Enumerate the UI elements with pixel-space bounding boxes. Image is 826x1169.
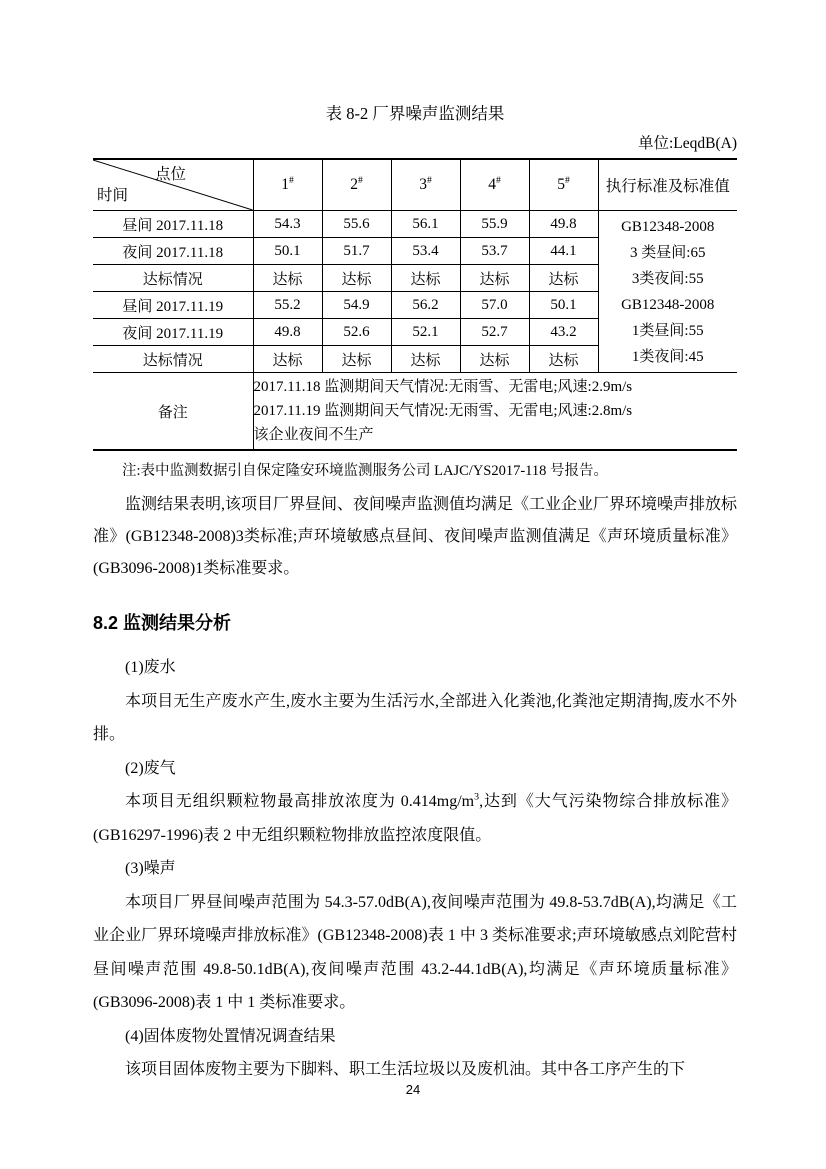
standards-cell (598, 211, 737, 373)
row-label: 夜间 2017.11.19 (93, 319, 253, 346)
table-cell: 53.7 (460, 238, 529, 265)
corner-label-time: 时间 (97, 187, 129, 204)
table-title: 表 8-2 厂界噪声监测结果 (325, 104, 505, 123)
item-title-noise: (3)噪声 (125, 860, 176, 877)
remark-content (253, 373, 737, 451)
table-cell: 49.8 (253, 319, 322, 346)
item-body-noise: 本项目厂界昼间噪声范围为 54.3-57.0dB(A),夜间噪声范围为 49.8-53.7dB(A),均满足《工业企业厂界环境噪声排放标准》(GB12348-2008)表 1 中 3 类标准要求;声环境敏感点刘陀营村昼间噪声范围 49.8-50.1dB(A),夜间噪声范围 43.2-44.1dB(A),均满足《声环境质量标准》(GB3096-2008)表 1 中 1 类标准要求。 (93, 893, 737, 1011)
table-footnote: 注:表中监测数据引自保定隆安环境监测服务公司 LAJC/YS2017-118 号报告。 (122, 463, 609, 479)
table-cell: 达标 (391, 265, 460, 292)
remark-label: 备注 (157, 404, 188, 421)
unit-label: 单位:LeqdB(A) (637, 135, 737, 152)
remark-line: 2017.11.19 监测期间天气情况:无雨雪、无雷电;风速:2.8m/s (253, 403, 633, 419)
table-cell: 达标 (460, 346, 529, 373)
remark-line: 该企业夜间不生产 (253, 427, 374, 443)
table-cell: 50.1 (529, 292, 598, 319)
table-cell: 52.6 (322, 319, 391, 346)
hash-superscript: # (564, 174, 570, 186)
column-header-2: 2# (322, 159, 391, 211)
table-cell: 52.7 (460, 319, 529, 346)
table-cell: 57.0 (460, 292, 529, 319)
table-cell: 达标 (460, 265, 529, 292)
item-title-wastegas: (2)废气 (125, 759, 176, 777)
table-cell: 51.7 (322, 238, 391, 265)
hash-superscript: # (288, 174, 294, 186)
item-body-solidwaste: 该项目固体废物主要为下脚料、职工生活垃圾以及废机油。其中各工序产生的下 (125, 1061, 686, 1078)
standard-line: 3 类昼间:65 (630, 244, 706, 261)
remark-line: 2017.11.18 监测期间天气情况:无雨雪、无雷电;风速:2.9m/s (253, 379, 633, 395)
table-cell: 达标 (253, 265, 322, 292)
table-cell: 55.6 (322, 211, 391, 238)
row-label: 夜间 2017.11.18 (93, 238, 253, 265)
table-cell: 54.3 (253, 211, 322, 238)
table-cell: 44.1 (529, 238, 598, 265)
standard-line: GB12348-2008 (621, 296, 715, 313)
item-title-solidwaste: (4)固体废物处置情况调查结果 (125, 1027, 336, 1045)
hash-superscript: # (495, 174, 501, 186)
standard-line: 1类夜间:45 (631, 348, 704, 365)
hash-superscript: # (426, 174, 432, 186)
table-cell: 达标 (322, 265, 391, 292)
row-label: 昼间 2017.11.18 (93, 211, 253, 238)
row-label: 达标情况 (93, 265, 253, 292)
corner-label-point: 点位 (155, 166, 187, 183)
hash-superscript: # (357, 174, 363, 186)
table-cell: 达标 (529, 265, 598, 292)
table-cell: 达标 (253, 346, 322, 373)
intro-paragraph: 监测结果表明,该项目厂界昼间、夜间噪声监测值均满足《工业企业厂界环境噪声排放标准》(GB12348-2008)3类标准;声环境敏感点昼间、夜间噪声监测值满足《声环境质量标准》(GB3096-2008)1类标准要求。 (93, 496, 738, 577)
cubic-meter-superscript: 3 (474, 791, 480, 803)
table-cell: 53.4 (391, 238, 460, 265)
standard-line: 1类昼间:55 (631, 322, 704, 339)
table-corner-cell (93, 159, 253, 211)
table-cell: 55.9 (460, 211, 529, 238)
table-cell: 52.1 (391, 319, 460, 346)
table-cell: 56.2 (391, 292, 460, 319)
standard-line: GB12348-2008 (621, 218, 715, 235)
noise-monitoring-table (93, 158, 737, 451)
table-row (93, 211, 737, 238)
column-header-3: 3# (391, 159, 460, 211)
table-cell: 49.8 (529, 211, 598, 238)
row-label: 昼间 2017.11.19 (93, 292, 253, 319)
column-header-standard: 执行标准及标准值 (598, 159, 737, 211)
remark-row (93, 373, 737, 451)
page-number: 24 (405, 1082, 421, 1097)
column-header-4: 4# (460, 159, 529, 211)
item-body-wastegas: 本项目无组织颗粒物最高排放浓度为 $0.414mg/m^3$,达到《大气污染物综合排放标准》(GB16297-1996)表 2 中无组织颗粒物排放监控浓度限值。 (93, 791, 737, 844)
table-cell: 55.2 (253, 292, 322, 319)
standard-line: 3类夜间:55 (631, 270, 704, 287)
column-header-5: 5# (529, 159, 598, 211)
table-cell: 达标 (529, 346, 598, 373)
row-label: 达标情况 (93, 346, 253, 373)
page-content (93, 0, 737, 1087)
table-cell: 43.2 (529, 319, 598, 346)
table-cell: 达标 (391, 346, 460, 373)
column-header-1: 1# (253, 159, 322, 211)
section-heading: 8.2 监测结果分析 (93, 613, 232, 633)
table-cell: 达标 (322, 346, 391, 373)
item-body-wastewater: 本项目无生产废水产生,废水主要为生活污水,全部进入化粪池,化粪池定期清掏,废水不外排。 (93, 692, 737, 743)
item-title-wastewater: (1)废水 (125, 659, 176, 676)
table-header-row (93, 159, 737, 211)
table-cell: 56.1 (391, 211, 460, 238)
table-cell: 50.1 (253, 238, 322, 265)
table-cell: 54.9 (322, 292, 391, 319)
